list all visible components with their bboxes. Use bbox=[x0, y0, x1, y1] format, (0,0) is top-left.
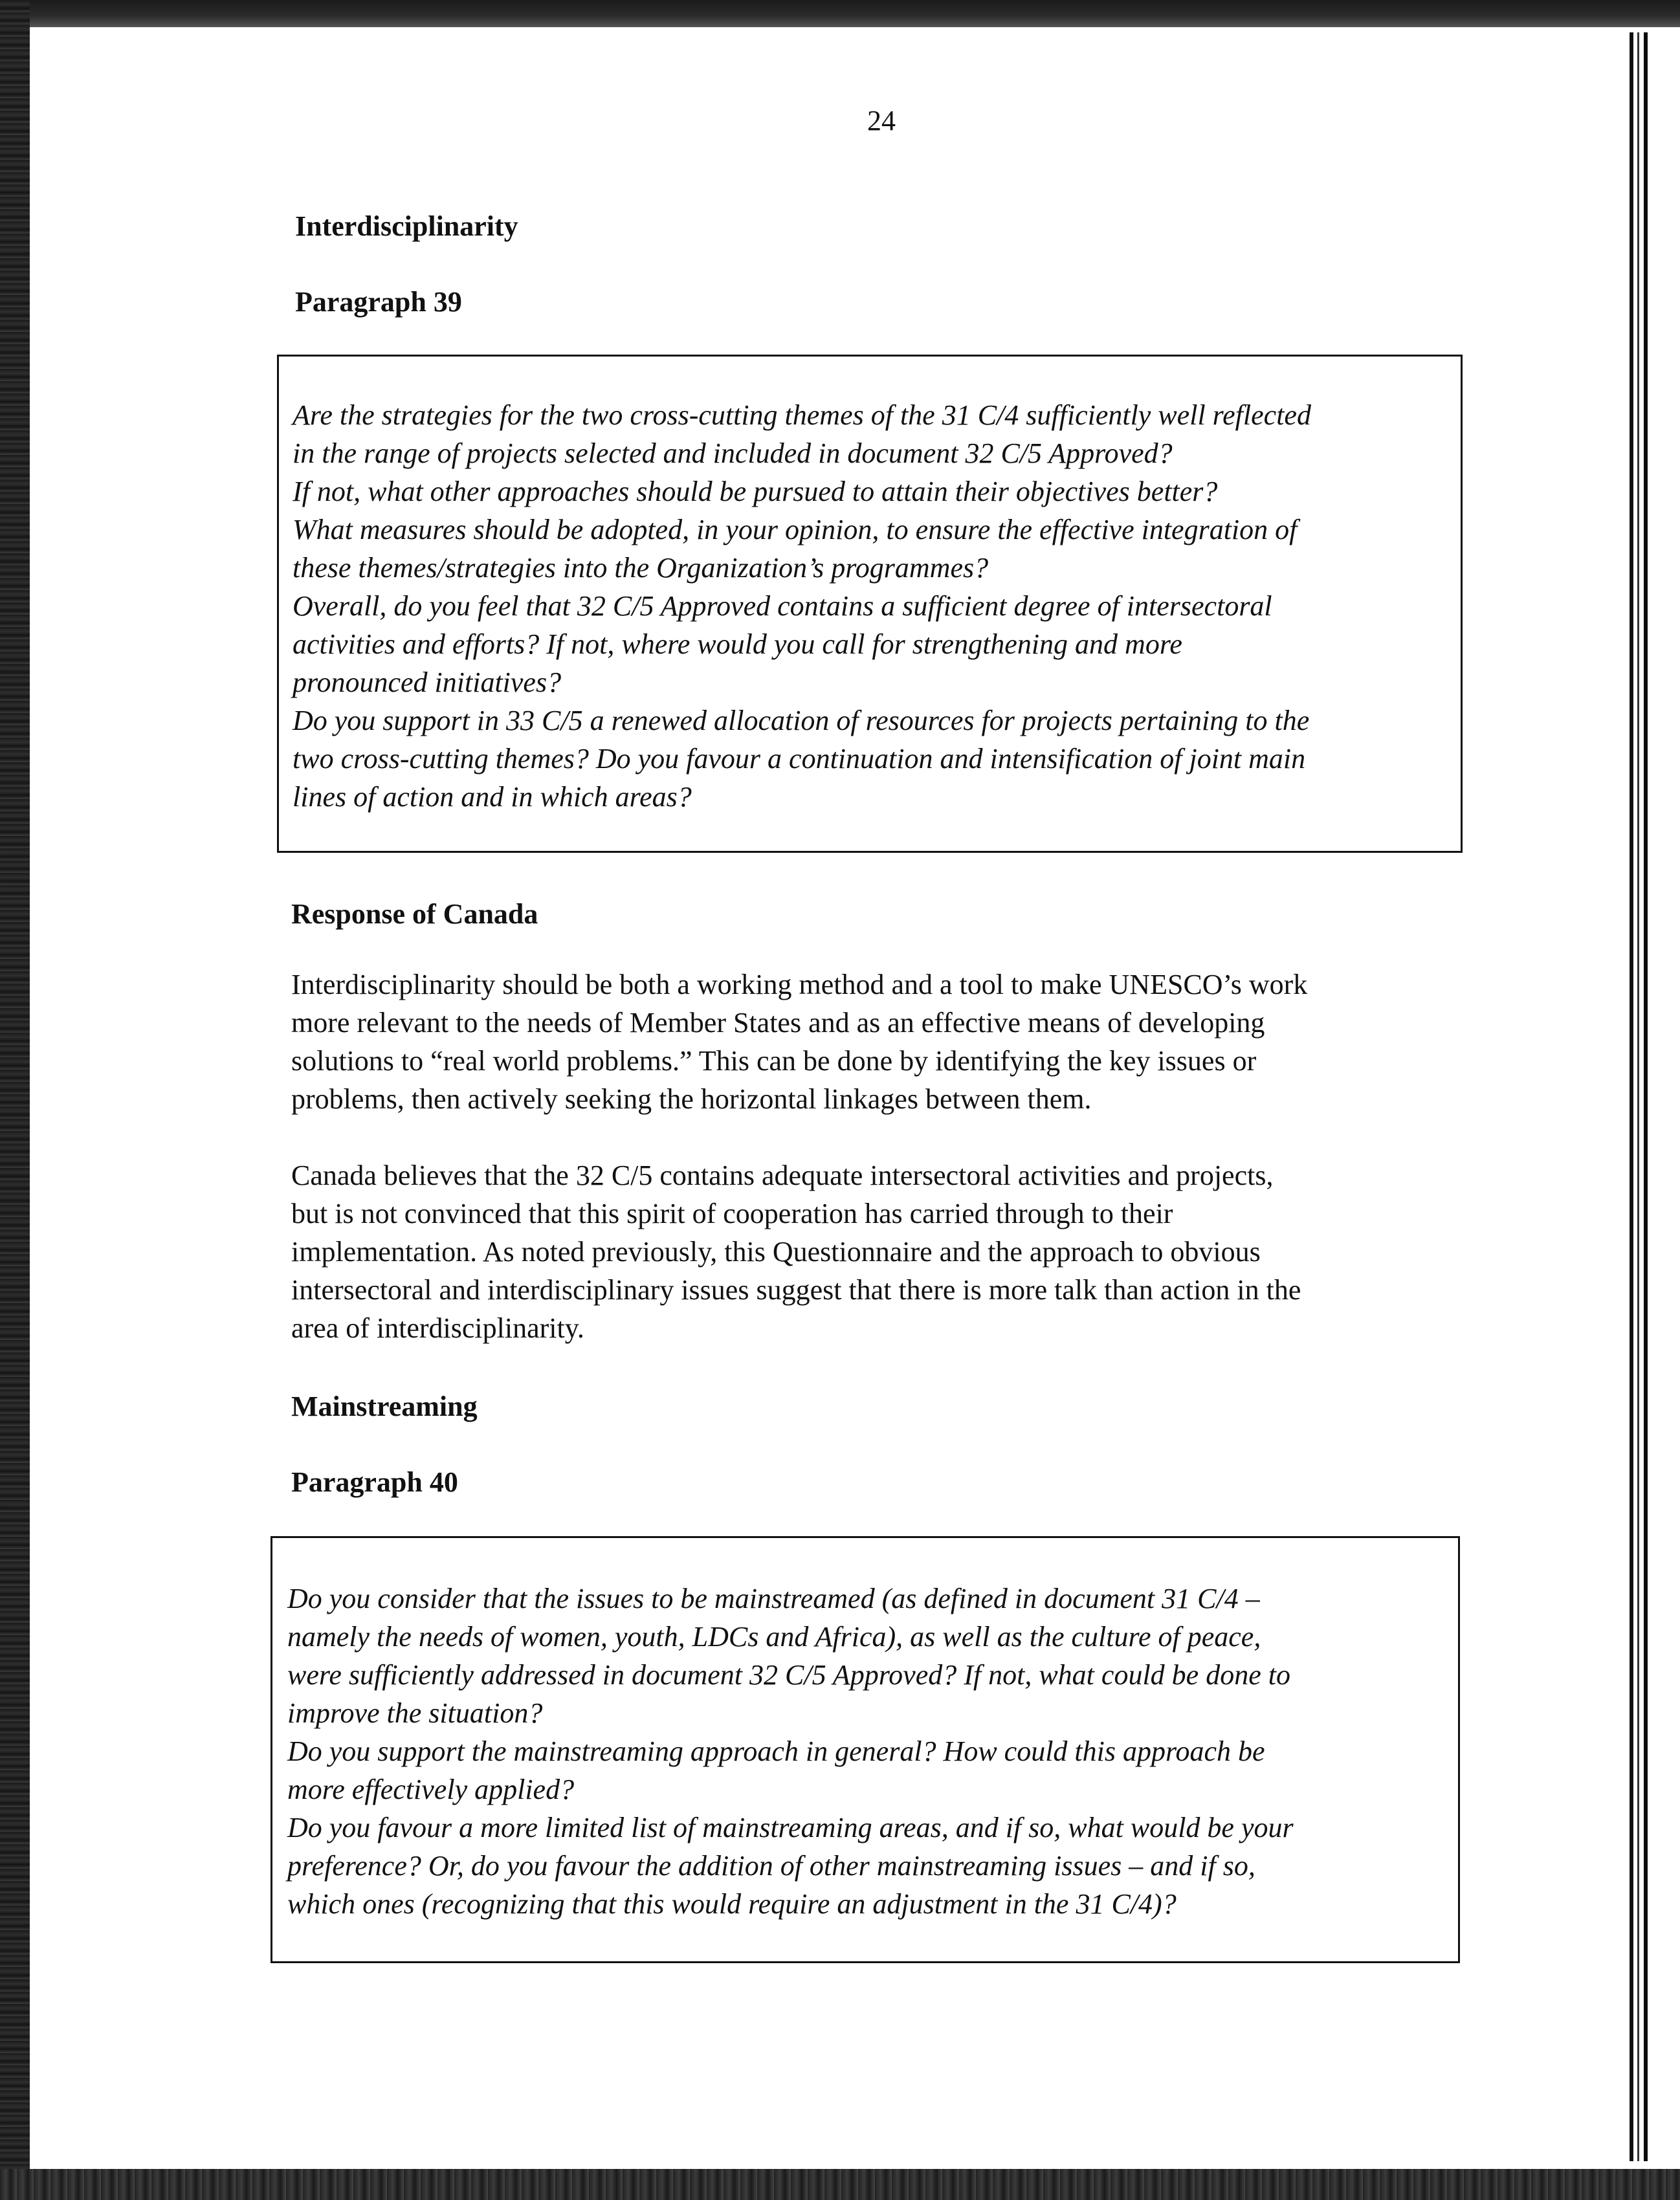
scan-border-top bbox=[0, 0, 1680, 27]
response-heading: Response of Canada bbox=[291, 898, 538, 930]
scan-border-right bbox=[1630, 32, 1633, 2161]
question-line: If not, what other approaches should be pursued to attain their objectives better? bbox=[293, 476, 1218, 507]
question-line: which ones (recognizing that this would require an adjustment in the 31 C/4)? bbox=[287, 1888, 1177, 1920]
page-number: 24 bbox=[867, 105, 896, 137]
question-line: Do you consider that the issues to be mainstreamed (as defined in document 31 C/4 – bbox=[287, 1583, 1260, 1614]
question-line: these themes/strategies into the Organization’s programmes? bbox=[293, 552, 989, 584]
paragraph-label-40: Paragraph 40 bbox=[291, 1466, 458, 1498]
scan-border-left bbox=[0, 0, 30, 2200]
question-line: pronounced initiatives? bbox=[293, 666, 562, 698]
question-line: were sufficiently addressed in document 32 C/5 Approved? If not, what could be done to bbox=[287, 1659, 1290, 1691]
paragraph-line: Canada believes that the 32 C/5 contains adequate intersectoral activities and projects, bbox=[291, 1160, 1274, 1191]
question-line: preference? Or, do you favour the addition of other mainstreaming issues – and if so, bbox=[287, 1850, 1255, 1882]
paragraph-line: problems, then actively seeking the horizontal linkages between them. bbox=[291, 1083, 1092, 1115]
question-line: improve the situation? bbox=[287, 1697, 543, 1729]
paragraph-line: solutions to “real world problems.” This can be done by identifying the key issues or bbox=[291, 1045, 1257, 1077]
question-line: lines of action and in which areas? bbox=[293, 781, 692, 813]
paragraph-label-39: Paragraph 39 bbox=[295, 286, 462, 318]
question-line: Overall, do you feel that 32 C/5 Approved contains a sufficient degree of intersectoral bbox=[293, 590, 1272, 622]
section-heading-mainstreaming: Mainstreaming bbox=[291, 1391, 478, 1422]
paragraph-line: Interdisciplinarity should be both a working method and a tool to make UNESCO’s work bbox=[291, 969, 1308, 1000]
question-line: activities and efforts? If not, where would you call for strengthening and more bbox=[293, 628, 1182, 660]
question-line: in the range of projects selected and included in document 32 C/5 Approved? bbox=[293, 437, 1173, 469]
question-line: more effectively applied? bbox=[287, 1774, 575, 1805]
paragraph-line: but is not convinced that this spirit of cooperation has carried through to their bbox=[291, 1198, 1173, 1229]
scan-border-bottom bbox=[0, 2169, 1680, 2200]
paragraph-line: implementation. As noted previously, this Questionnaire and the approach to obvious bbox=[291, 1236, 1261, 1268]
question-line: Do you favour a more limited list of mainstreaming areas, and if so, what would be your bbox=[287, 1812, 1294, 1843]
paragraph-line: more relevant to the needs of Member States and as an effective means of developing bbox=[291, 1007, 1265, 1039]
question-line: namely the needs of women, youth, LDCs and Africa), as well as the culture of peace, bbox=[287, 1621, 1261, 1653]
scan-border-right-inner bbox=[1637, 32, 1639, 2161]
question-line: What measures should be adopted, in your opinion, to ensure the effective integration of bbox=[293, 514, 1298, 545]
question-line: Do you support in 33 C/5 a renewed allocation of resources for projects pertaining to the bbox=[293, 705, 1310, 736]
scan-border-right-outer bbox=[1644, 32, 1648, 2161]
question-line: two cross-cutting themes? Do you favour a continuation and intensification of joint main bbox=[293, 743, 1306, 775]
paragraph-line: intersectoral and interdisciplinary issues suggest that there is more talk than action in the bbox=[291, 1274, 1301, 1306]
question-line: Are the strategies for the two cross-cutting themes of the 31 C/4 sufficiently well reflected bbox=[293, 399, 1311, 431]
section-heading-interdisciplinarity: Interdisciplinarity bbox=[295, 210, 518, 242]
question-line: Do you support the mainstreaming approach in general? How could this approach be bbox=[287, 1735, 1265, 1767]
paragraph-line: area of interdisciplinarity. bbox=[291, 1312, 584, 1344]
